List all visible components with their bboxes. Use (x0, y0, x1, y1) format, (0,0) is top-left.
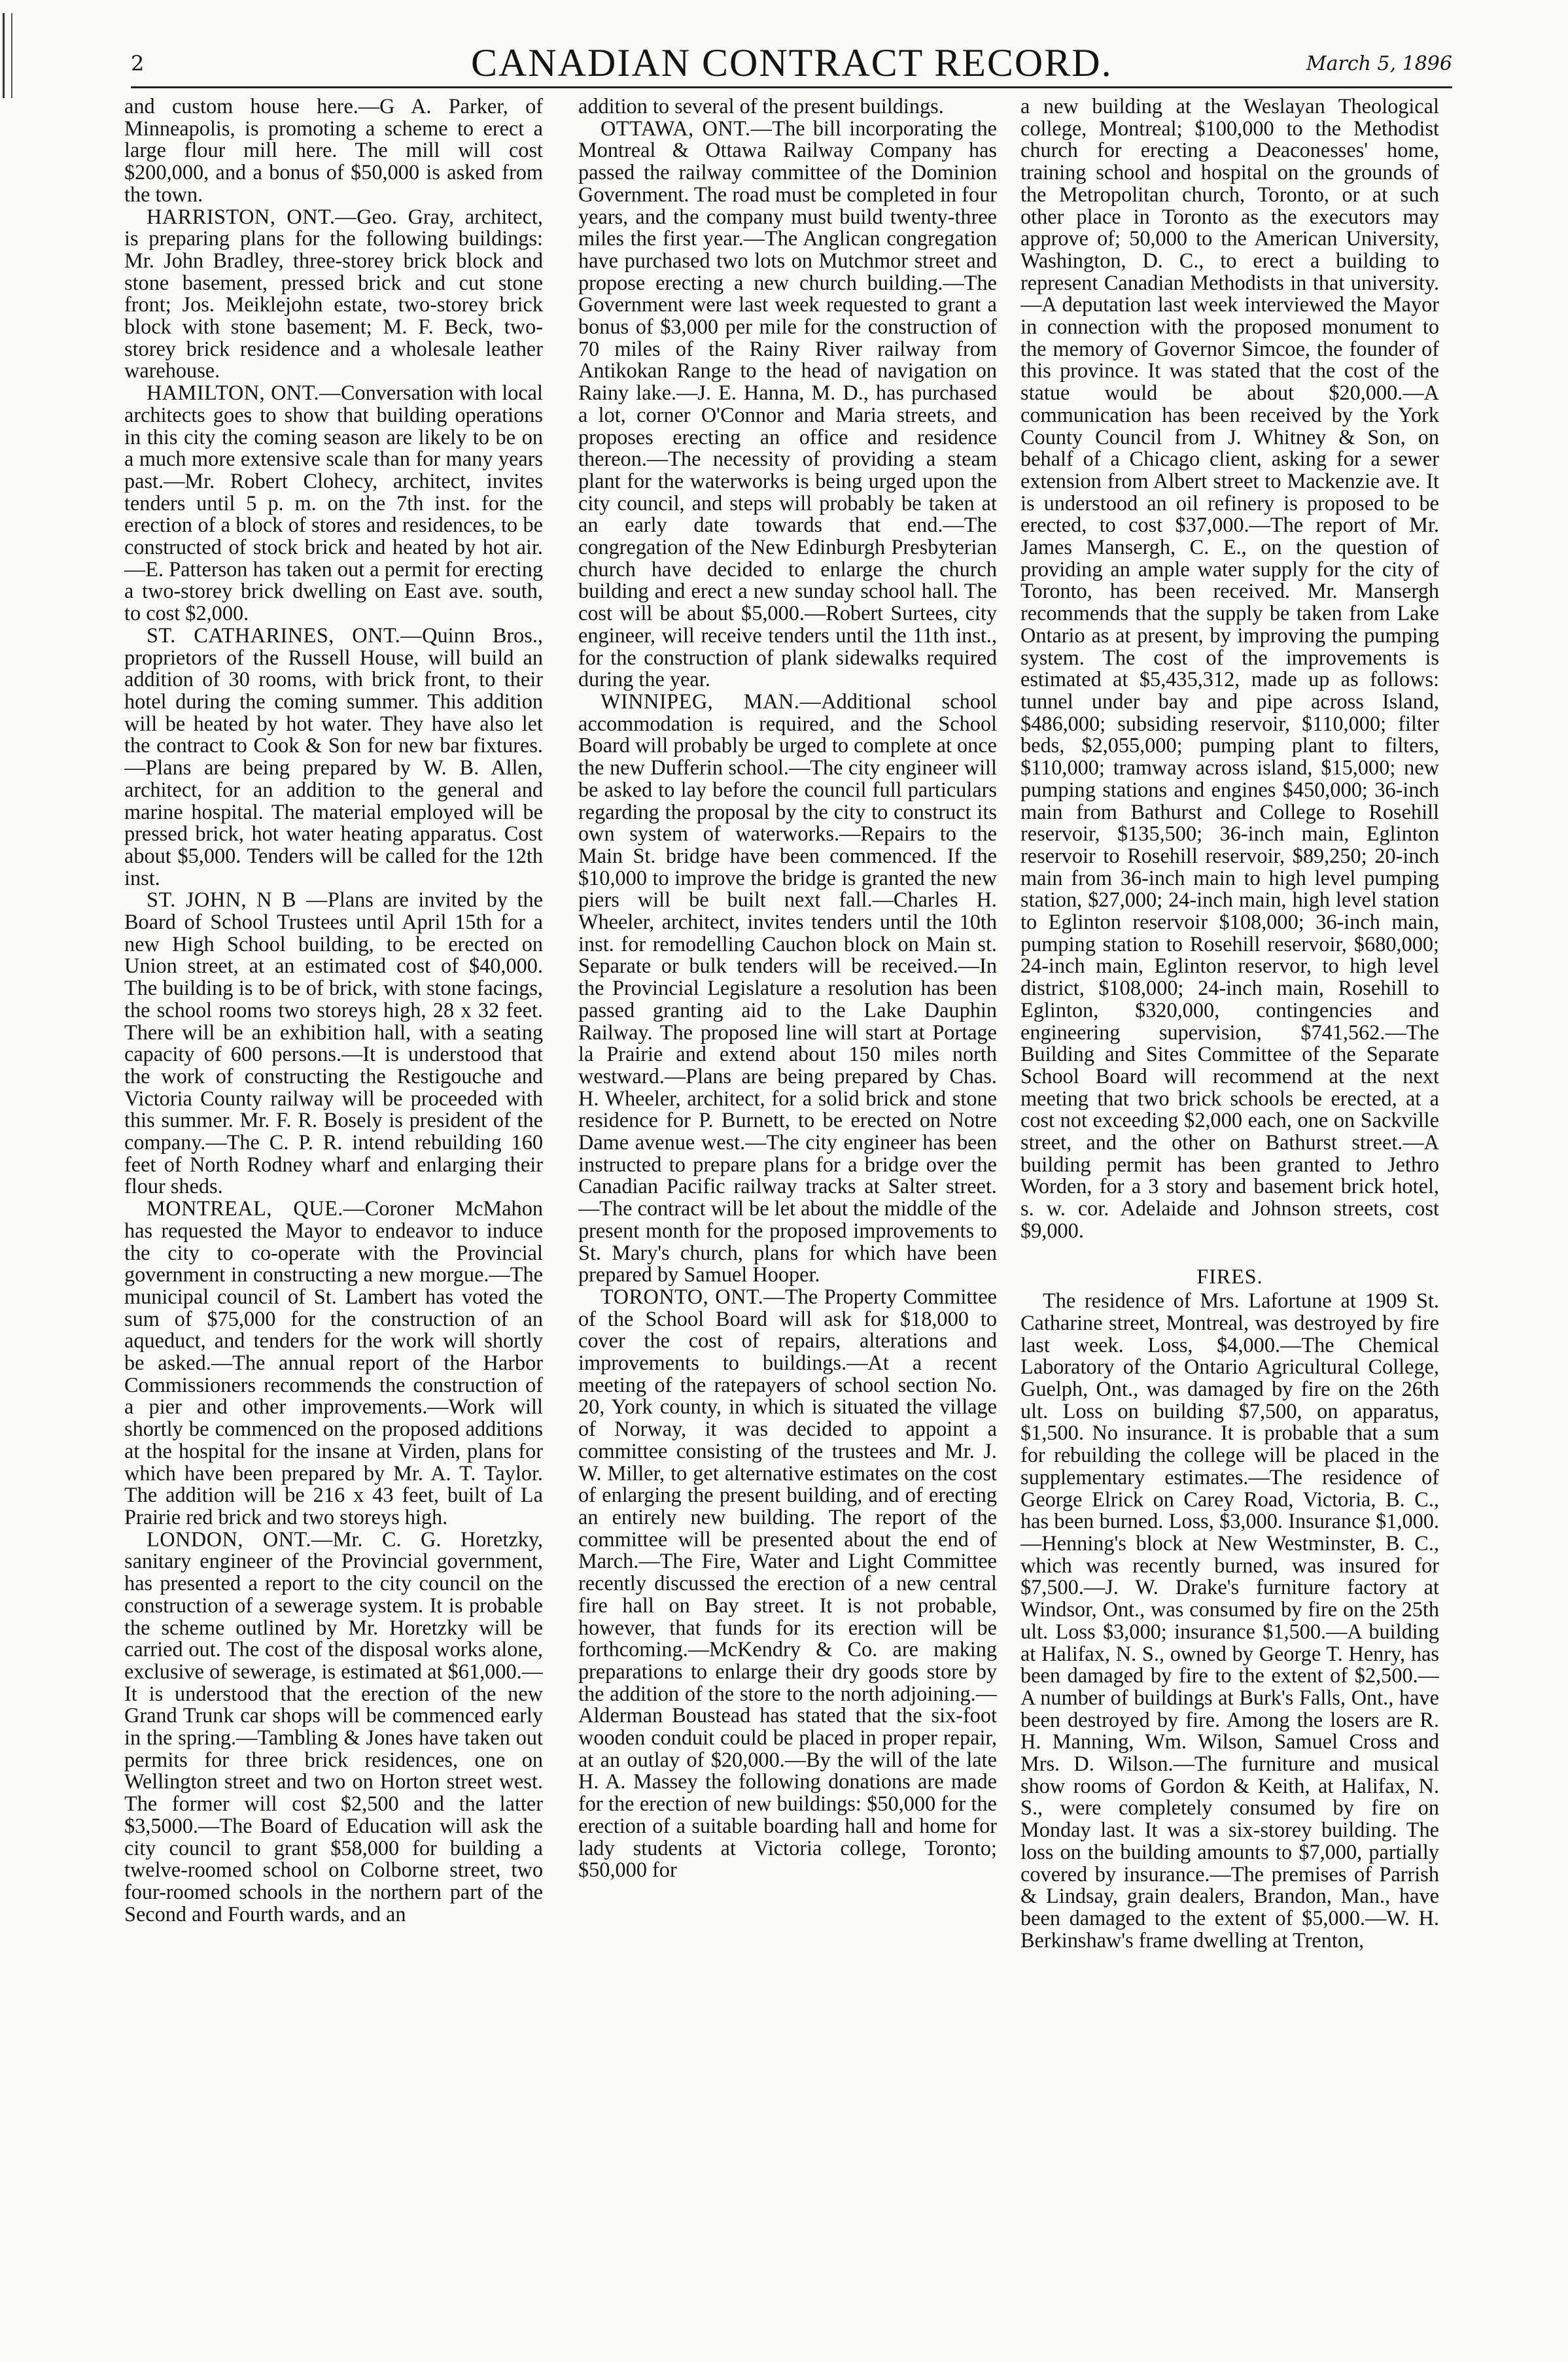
dateline: TORONTO, ONT.— (601, 1284, 786, 1308)
paragraph-text: Quinn Bros., proprietors of the Russell House, will build an addition of 30 rooms, with brick front, to their hotel during the coming summer. This addition will be heated by hot water. They have also let the contract to Cook & Son for new bar fixtures.—Plans are being prepared by W. B. Allen, architect, for an addition to the general and marine hospital. The material employed will be pressed brick, hot water heating apparatus. Cost about $5,000. Tenders will be called for the 12th inst. (124, 623, 543, 890)
paragraph-text: Conversation with local architects goes to show that building operations in this city the coming season are likely to be on a much more extensive scale than for many years past.—Mr. Robert Clohecy, architect, invites tenders until 5 p. m. on the 7th inst. for the erection of a block of stores and residences, to be constructed of stock brick and heated by hot air.—E. Patterson has taken out a permit for erecting a two-storey brick dwelling on East ave. south, to cost $2,000. (124, 381, 543, 625)
page-number: 2 (131, 51, 145, 76)
paragraph-text: Additional school accommodation is required, and the School Board will probably be urged to complete at once the new Dufferin school.—The city engineer will be asked to lay before the council full particulars regarding the proposal by the city to construct its own system of waterworks.—Repairs to the Main St. bridge have been commenced. If the $10,000 to improve the bridge is granted the new piers will be built next fall.—Charles H. Wheeler, architect, invites tenders until the 10th inst. for remodelling Cauchon block on Main st. Separate or bulk tenders will be received.—In the Provincial Legislature a resolution has been passed granting aid to the Lake Dauphin Railway. The proposed line will start at Portage la Prairie and extend about 150 miles north westward.—Plans are being prepared by Chas. H. Wheeler, architect, for a solid brick and stone residence for P. Burnett, to be erected on Notre Dame avenue west.—The city engineer has been instructed to prepare plans for a bridge over the Canadian Pacific railway tracks at Salter street.—The contract will be let about the middle of the present month for the proposed improvements to St. Mary's church, plans for which have been prepared by Samuel Hooper. (578, 689, 997, 1287)
dateline: LONDON, ONT.— (147, 1527, 333, 1551)
dateline: HAMILTON, ONT.— (147, 381, 341, 405)
page-header (131, 39, 1452, 85)
paragraph-text: Mr. C. G. Horetzky, sanitary engineer of the Provincial government, has presented a report to the city council on the construction of a sewerage system. It is probable the scheme outlined by Mr. Horetzky will be carried out. The cost of the disposal works alone, exclusive of sewerage, is estimated at $61,000.—It is understood that the erection of the new Grand Trunk car shops will be commenced early in the spring.—Tambling & Jones have taken out permits for three brick residences, one on Wellington street and two on Horton street west. The former will cost $2,500 and the latter $3,5000.—The Board of Education will ask the city council to grant $58,000 for building a twelve-roomed school on Colborne street, two four-roomed schools in the northern part of the Second and Fourth wards, and an (124, 1527, 543, 1926)
paragraph-text: Coroner McMahon has requested the Mayor to endeavor to induce the city to co-operate with the Provincial government in constructing a new morgue.—The municipal council of St. Lambert has voted the sum of $75,000 for the construction of an aqueduct, and tenders for the work will shortly be asked.—The annual report of the Harbor Commissioners recommends the construction of a pier and other improvements.—Work will shortly be commenced on the proposed additions at the hospital for the insane at Virden, plans for which have been prepared by Mr. A. T. Taylor. The addition will be 216 x 43 feet, built of La Prairie red brick and two storeys high. (124, 1196, 543, 1529)
paragraph-text: The residence of Mrs. Lafortune at 1909 St. Catharine street, Montreal, was destroyed by fire last week. Loss, $4,000.—The Chemical Laboratory of the Ontario Agricultural College, Guelph, Ont., was damaged by fire on the 26th ult. Loss on building $7,500, on apparatus, $1,500. No insurance. It is probable that a sum for rebuilding the college will be placed in the supplementary estimates.—The residence of George Elrick on Carey Road, Victoria, B. C., has been burned. Loss, $3,000. Insurance $1,000.—Henning's block at New Westminster, B. C., which was recently burned, was insured for $7,500.—J. W. Drake's furniture factory at Windsor, Ont., was consumed by fire on the 25th ult. Loss $3,000; insurance $1,500.—A building at Halifax, N. S., owned by George T. Henry, has been damaged by fire to the extent of $2,500.—A number of buildings at Burk's Falls, Ont., have been destroyed by fire. Among the losers are R. H. Manning, Wm. Wilson, Samuel Cross and Mrs. D. Wilson.—The furniture and musical show rooms of Gordon & Keith, at Halifax, N. S., were completely consumed by fire on Monday last. It was a six-storey building. The loss on the building amounts to $7,000, partially covered by insurance.—The premises of Parrish & Lindsay, grain dealers, Brandon, Man., have been damaged to the extent of $5,000.—W. H. Berkinshaw's frame dwelling at Trenton, (1020, 1289, 1439, 1952)
publication-title: CANADIAN CONTRACT RECORD. (471, 41, 1113, 84)
dateline: ST. JOHN, N B — (147, 888, 328, 912)
paragraph-text: Plans are invited by the Board of School Trustees until April 15th for a new High School building, to be erected on Union street, at an estimated cost of $40,000. The building is to be of brick, with stone facings, the school rooms two storeys high, 28 x 32 feet. There will be an exhibition hall, with a seating capacity of 600 persons.—It is understood that the work of constructing the Restigouche and Victoria County railway will be proceeded with this summer. Mr. F. R. Bosely is president of the company.—The C. P. R. intend rebuilding 160 feet of North Rodney wharf and enlarging their flour sheds. (124, 888, 543, 1198)
column-2 (578, 96, 997, 2339)
dateline: ST. CATHARINES, ONT.— (147, 623, 423, 647)
section-heading: FIRES. (1196, 1264, 1263, 1288)
paragraph-text: Geo. Gray, architect, is preparing plans for the following buildings: Mr. John Bradley, three-storey brick block and stone basement, pressed brick and cut stone front; Jos. Meiklejohn estate, two-storey brick block with stone basement; M. F. Beck, two-storey brick residence and a wholesale leather warehouse. (124, 204, 543, 383)
paragraph-text: The Property Committee of the School Board will ask for $18,000 to cover the cost of repairs, alterations and improvements to buildings.—At a recent meeting of the ratepayers of school section No. 20, York county, in which is situated the village of Norway, it was decided to appoint a committee consisting of the trustees and Mr. J. W. Miller, to get alternative estimates on the cost of enlarging the present building, and of erecting an entirely new building. The report of the committee will be presented about the end of March.—The Fire, Water and Light Committee recently discussed the erection of a new central fire hall on Bay street. It is not probable, however, that funds for its erection will be forthcoming.—McKendry & Co. are making preparations to enlarge their dry goods store by the addition of the store to the north adjoining.—Alderman Boustead has stated that the six-foot wooden conduit could be placed in proper repair, at an outlay of $20,000.—By the will of the late H. A. Massey the following donations are made for the erection of new buildings: $50,000 for the erection of a suitable boarding hall and home for lady students at Victoria college, Toronto; $50,000 for (578, 1284, 997, 1882)
article-paragraph (124, 889, 543, 1198)
dateline: OTTAWA, ONT.— (601, 116, 773, 140)
article-paragraph (124, 1198, 543, 1529)
article-paragraph (124, 625, 543, 889)
article-paragraph (578, 1286, 997, 1881)
article-paragraph (578, 118, 997, 691)
header-rule (131, 86, 1452, 88)
article-paragraph (124, 1529, 543, 1926)
column-1 (124, 96, 543, 2339)
paragraph-text: and custom house here.—G A. Parker, of Minneapolis, is promoting a scheme to erect a large flour mill here. The mill will cost $200,000, and a bonus of $50,000 is asked from the town. (124, 96, 543, 206)
dateline: MONTREAL, QUE.— (147, 1196, 365, 1221)
column-3 (1020, 96, 1439, 2339)
article-paragraph (124, 96, 543, 206)
article-paragraph (124, 206, 543, 383)
dateline: HARRISTON, ONT.— (147, 204, 357, 228)
issue-date: March 5, 1896 (1306, 52, 1452, 75)
paragraph-text: The bill incorporating the Montreal & Ottawa Railway Company has passed the railway committee of the Dominion Government. The road must be completed in four years, and the company must build twenty-three miles the first year.—The Anglican congregation have purchased two lots on Mutchmor street and propose erecting a new church building.—The Government were last week requested to grant a bonus of $3,000 per mile for the construction of 70 miles of the Rainy River railway from Antikokan Range to the head of navigation on Rainy lake.—J. E. Hanna, M. D., has purchased a lot, corner O'Connor and Maria streets, and proposes erecting an office and residence thereon.—The necessity of providing a steam plant for the waterworks is being urged upon the city council, and steps will probably be taken at an early date towards that end.—The congregation of the New Edinburgh Presbyterian church have decided to enlarge the church building and erect a new sunday school hall. The cost will be about $5,000.—Robert Surtees, city engineer, will receive tenders until the 11th inst., for the construction of plank sidewalks required during the year. (578, 116, 997, 691)
article-paragraph (1020, 1290, 1439, 1951)
article-paragraph (1020, 96, 1439, 1242)
article-paragraph (578, 96, 997, 118)
article-paragraph (124, 382, 543, 625)
binding-edge-mark (3, 13, 12, 98)
paragraph-text: a new building at the Weslayan Theological college, Montreal; $100,000 to the Methodist church for erecting a Deaconesses' home, training school and hospital on the grounds of the Metropolitan church, Toronto, or at such other place in Toronto as the executors may approve of; 50,000 to the American University, Washington, D. C., to erect a building to represent Canadian Methodists in that university.—A deputation last week interviewed the Mayor in connection with the proposed monument to the memory of Governor Simcoe, the founder of this province. It was stated that the cost of the statue would be about $20,000.—A communication has been received by the York County Council from J. Whitney & Son, on behalf of a Chicago client, asking for a sewer extension from Albert street to Mackenzie ave. It is understood an oil refinery is proposed to be erected, to cost $37,000.—The report of Mr. James Mansergh, C. E., on the question of providing an ample water supply for the city of Toronto, has been received. Mr. Mansergh recommends that the supply be taken from Lake Ontario as at present, by improving the pumping system. The cost of the improvements is estimated at $5,435,312, made up as follows: tunnel under bay and pipe across Island, $486,000; subsiding reservoir, $110,000; filter beds, $2,055,000; pumping plant to filters, $110,000; tramway across island, $15,000; new pumping stations and engines $450,000; 36-inch main from Bathurst and College to Rosehill reservoir, $135,500; 36-inch main, Eglinton reservoir to Rosehill reservoir, $89,250; 20-inch main from 36-inch main to high level pumping station, $27,000; 24-inch main, high level station to Eglinton reservoir $108,000; 36-inch main, pumping station to Rosehill reservoir, $680,000; 24-inch main, Eglinton reservor, to high level district, $108,000; 24-inch main, Rosehill to Eglinton, $320,000, contingencies and engineering supervision, $741,562.—The Building and Sites Committee of the Separate School Board will recommend at the next meeting that two brick schools be erected, at a cost not exceeding $2,000 each, one on Sackville street, and the other on Bathurst street.—A building permit has been granted to Jethro Worden, for a 3 story and basement brick hotel, s. w. cor. Adelaide and Johnson streets, cost $9,000. (1020, 96, 1439, 1242)
paragraph-text: addition to several of the present buildings. (578, 96, 944, 118)
article-paragraph (578, 691, 997, 1286)
dateline: WINNIPEG, MAN.— (601, 689, 822, 713)
